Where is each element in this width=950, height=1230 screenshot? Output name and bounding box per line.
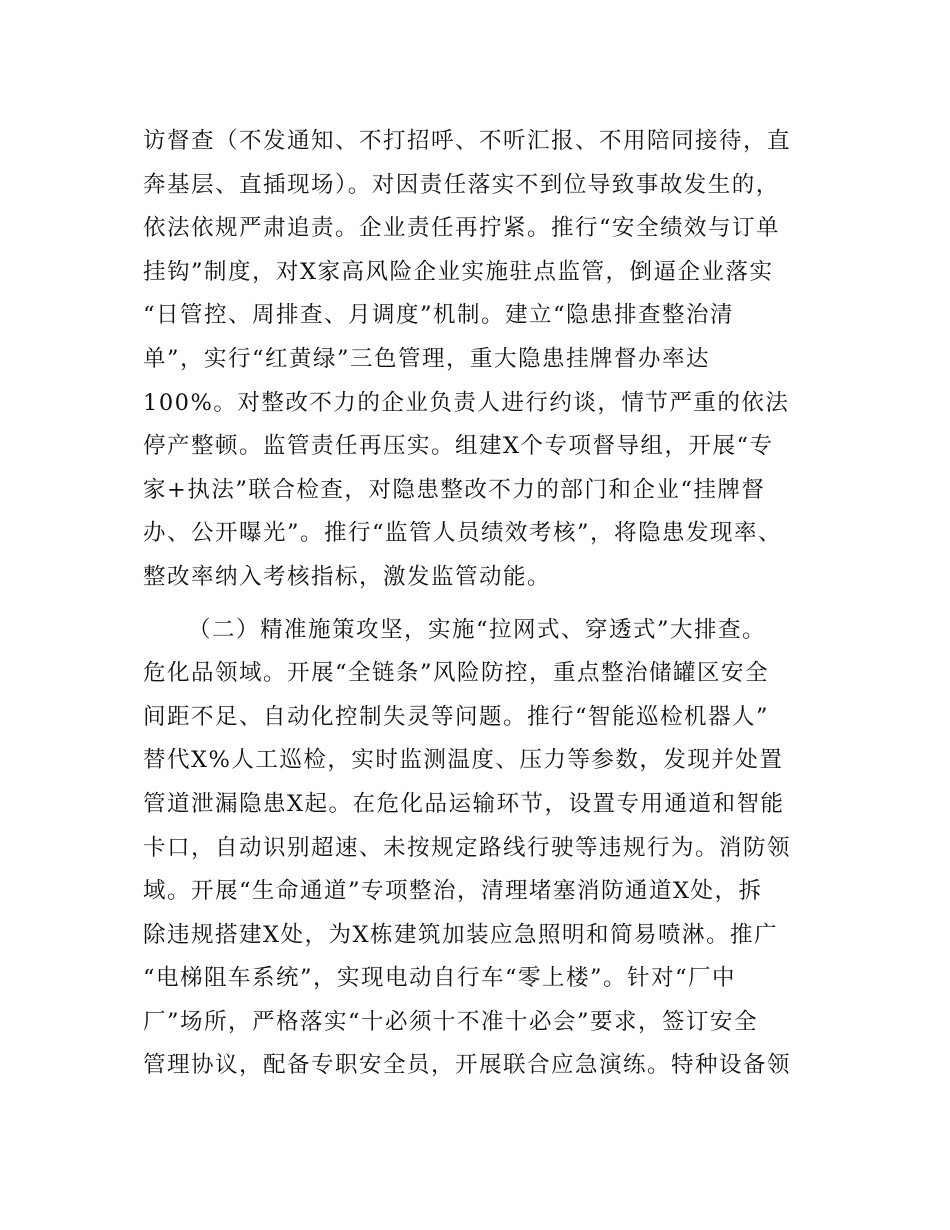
text-line: 间距不足、自动化控制失灵等问题。推行“智能巡检机器人” <box>143 703 770 730</box>
document-body <box>143 120 833 1088</box>
text-line: 管道泄漏隐患X起。在危化品运输环节，设置专用通道和智能 <box>143 790 785 817</box>
text-line: 除违规搭建X处，为X栋建筑加装应急照明和简易喷淋。推广 <box>143 921 779 948</box>
text-line: 整改率纳入考核指标，激发监管动能。 <box>143 563 552 590</box>
section-heading-line: （二）精准施策攻坚，实施“拉网式、穿透式”大排查。 <box>188 616 767 643</box>
paragraph-2 <box>143 609 833 1089</box>
text-line: 停产整顿。监管责任再压实。组建X个专项督导组，开展“专 <box>143 433 774 460</box>
text-line: 管理协议，配备专职安全员，开展联合应急演练。特种设备领 <box>143 1052 792 1079</box>
text-line: 挂钩”制度，对X家高风险企业实施驻点监管，倒逼企业落实 <box>143 258 774 285</box>
text-line: 奔基层、直插现场）。对因责任落实不到位导致事故发生的， <box>143 171 780 198</box>
text-line: 100%。对整改不力的企业负责人进行约谈，情节严重的依法 <box>143 389 790 416</box>
text-line: “电梯阻车系统”，实现电动自行车“零上楼”。针对“厂中 <box>143 965 737 992</box>
text-line: 替代X%人工巡检，实时监测温度、压力等参数，发现并处置 <box>143 747 784 774</box>
paragraph-1 <box>143 120 833 600</box>
text-line: 单”，实行“红黄绿”三色管理，重大隐患挂牌督办率达 <box>143 345 711 372</box>
text-line: 依法依规严肃追责。企业责任再拧紧。推行“安全绩效与订单 <box>143 215 781 242</box>
text-line: 访督查（不发通知、不打招呼、不听汇报、不用陪同接待，直 <box>143 128 792 154</box>
text-line: 厂”场所，严格落实“十必须十不准十必会”要求，签订安全 <box>143 1008 759 1035</box>
text-line: “日管控、周排查、月调度”机制。建立“隐患排查整治清 <box>143 302 735 329</box>
paragraph-spacer <box>143 600 833 609</box>
text-line: 家+执法”联合检查，对隐患整改不力的部门和企业“挂牌督 <box>143 476 766 503</box>
text-line: 卡口，自动识别超速、未按规定路线行驶等违规行为。消防领 <box>143 834 792 861</box>
text-line: 危化品领域。开展“全链条”风险防控，重点整治储罐区安全 <box>143 660 770 687</box>
text-line: 域。开展“生命通道”专项整治，清理堵塞消防通道X处，拆 <box>143 878 763 905</box>
text-line: 办、公开曝光”。推行“监管人员绩效考核”，将隐患发现率、 <box>143 520 783 547</box>
